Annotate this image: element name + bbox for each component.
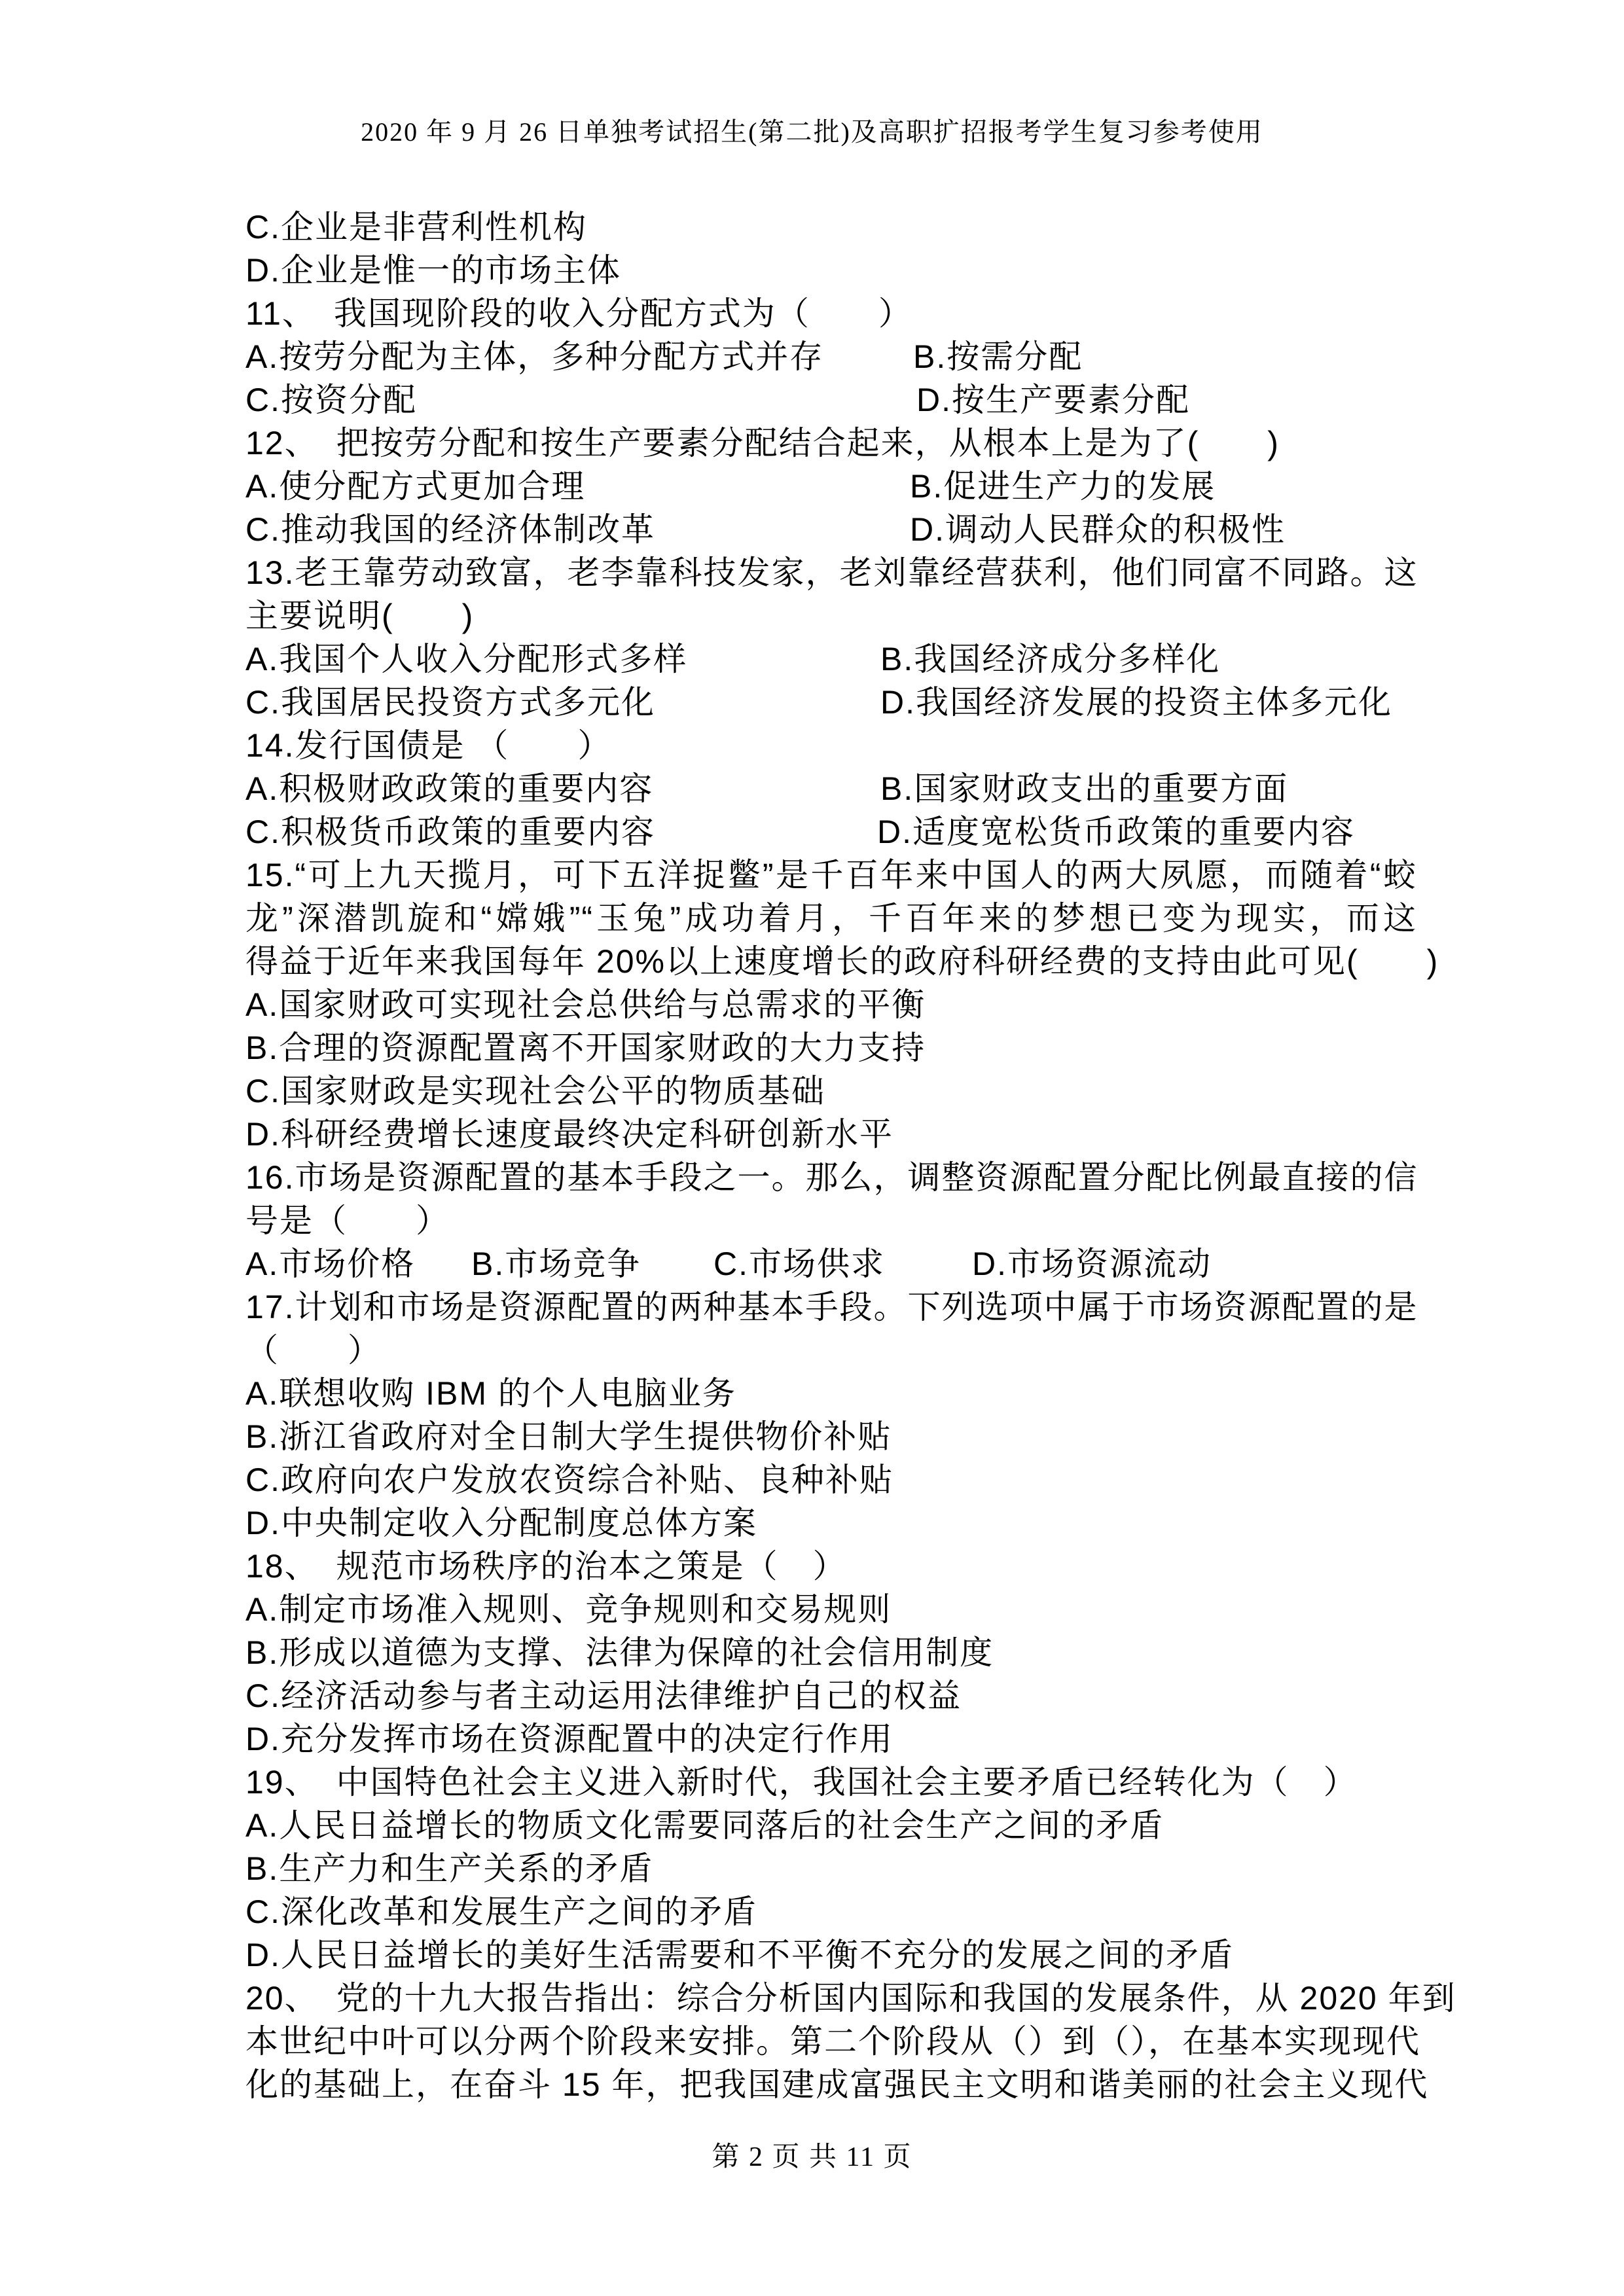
text-line — [245, 1329, 1417, 1372]
text-line — [245, 1588, 1417, 1631]
text-segment: B.国家财政支出的重要方面 — [880, 770, 1289, 807]
text-line — [245, 1890, 1417, 1933]
text-segment: C.政府向农户发放农资综合补贴、良种补贴 — [245, 1462, 893, 1498]
text-segment: B.市场竞争 — [471, 1246, 641, 1282]
text-line — [245, 1977, 1456, 2020]
text-line — [245, 206, 1417, 249]
text-segment: C.我国居民投资方式多元化 — [245, 684, 655, 721]
text-segment: D.市场资源流动 — [972, 1246, 1212, 1282]
text-line — [245, 1847, 1417, 1890]
text-line — [245, 508, 1417, 551]
text-segment: B.我国经济成分多样化 — [880, 641, 1221, 677]
text-line — [245, 853, 1417, 897]
text-segment: 13.老王靠劳动致富，老李靠科技发家，老刘靠经营获利，他们同富不同路。这 — [245, 554, 1418, 591]
text-segment: C.国家财政是实现社会公平的物质基础 — [245, 1073, 825, 1109]
text-line — [245, 1285, 1417, 1329]
text-segment: B.形成以道德为支撑、法律为保障的社会信用制度 — [245, 1634, 994, 1671]
text-line — [245, 681, 1417, 724]
text-segment: 15.“可上九天揽月，可下五洋捉鳖”是千百年来中国人的两大夙愿，而随着“蛟 — [245, 857, 1417, 893]
text-line — [245, 1933, 1417, 1977]
text-segment: A.联想收购 IBM 的个人电脑业务 — [245, 1375, 736, 1412]
text-segment: B.合理的资源配置离不开国家财政的大力支持 — [245, 1030, 926, 1066]
text-segment: A.按劳分配为主体，多种分配方式并存 — [245, 338, 824, 375]
text-line — [245, 983, 1417, 1026]
text-segment: C.市场供求 — [713, 1246, 885, 1282]
text-line — [245, 897, 1417, 940]
text-line — [245, 422, 1417, 465]
text-segment: B.促进生产力的发展 — [910, 468, 1216, 505]
text-line — [245, 1458, 1417, 1501]
text-line — [245, 465, 1417, 508]
text-segment: 化的基础上，在奋斗 15 年，把我国建成富强民主文明和谐美丽的社会主义现代 — [245, 2066, 1429, 2103]
text-segment: 号是（ ） — [245, 1202, 450, 1239]
text-segment: 11、 我国现阶段的收入分配方式为（ ） — [245, 295, 912, 332]
text-line — [245, 249, 1417, 292]
text-segment: 本世纪中叶可以分两个阶段来安排。第二个阶段从（）到（），在基本实现现代 — [245, 2023, 1420, 2060]
text-segment: A.制定市场准入规则、竞争规则和交易规则 — [245, 1591, 892, 1628]
text-segment: A.国家财政可实现社会总供给与总需求的平衡 — [245, 986, 926, 1023]
text-line — [245, 551, 1417, 594]
text-line — [245, 1113, 1417, 1156]
text-line — [245, 724, 1417, 767]
page-header-title: 2020 年 9 月 26 日单独考试招生(第二批)及高职扩招报考学生复习参考使用 — [361, 117, 1263, 147]
text-segment: 17.计划和市场是资源配置的两种基本手段。下列选项中属于市场资源配置的是 — [245, 1289, 1418, 1325]
text-segment: D.适度宽松货币政策的重要内容 — [877, 814, 1355, 850]
text-segment: A.我国个人收入分配形式多样 — [245, 641, 688, 677]
text-segment: A.使分配方式更加合理 — [245, 468, 586, 505]
text-segment: 12、 把按劳分配和按生产要素分配结合起来，从根本上是为了( ) — [245, 425, 1280, 461]
text-line — [245, 940, 1439, 983]
text-segment: A.积极财政政策的重要内容 — [245, 770, 654, 807]
text-segment: B.按需分配 — [913, 338, 1083, 375]
text-line — [245, 1242, 1417, 1285]
text-line — [245, 335, 1417, 378]
text-segment: B.生产力和生产关系的矛盾 — [245, 1850, 654, 1887]
text-segment: D.充分发挥市场在资源配置中的决定行作用 — [245, 1721, 893, 1757]
text-segment: C.深化改革和发展生产之间的矛盾 — [245, 1893, 757, 1930]
text-segment: B.浙江省政府对全日制大学生提供物价补贴 — [245, 1418, 892, 1455]
text-segment: 龙”深潜凯旋和“嫦娥”“玉兔”成功着月，千百年来的梦想已变为现实，而这 — [245, 900, 1417, 937]
text-line — [245, 378, 1417, 422]
text-segment: 19、 中国特色社会主义进入新时代，我国社会主要矛盾已经转化为（ ） — [245, 1764, 1358, 1801]
text-line — [245, 1545, 1417, 1588]
text-segment: D.中央制定收入分配制度总体方案 — [245, 1505, 757, 1541]
text-line — [245, 1674, 1417, 1717]
text-line — [245, 1631, 1417, 1674]
text-segment: D.按生产要素分配 — [916, 382, 1190, 418]
text-line — [245, 2063, 1429, 2106]
text-segment: D.科研经费增长速度最终决定科研创新水平 — [245, 1116, 893, 1153]
text-line — [245, 1026, 1417, 1069]
text-line — [245, 1804, 1417, 1847]
text-segment: D.人民日益增长的美好生活需要和不平衡不充分的发展之间的矛盾 — [245, 1937, 1234, 1973]
text-segment: 20、 党的十九大报告指出：综合分析国内国际和我国的发展条件，从 2020 年到 — [245, 1980, 1456, 2017]
text-line — [245, 292, 1417, 335]
text-segment: C.推动我国的经济体制改革 — [245, 511, 655, 548]
text-segment: 得益于近年来我国每年 20%以上速度增长的政府科研经费的支持由此可见( ) — [245, 943, 1439, 980]
text-line — [245, 1415, 1417, 1458]
text-segment: D.调动人民群众的积极性 — [910, 511, 1286, 548]
text-line — [245, 2020, 1420, 2063]
text-segment: D.我国经济发展的投资主体多元化 — [880, 684, 1392, 721]
text-segment: 14.发行国债是 （ ） — [245, 727, 612, 764]
text-segment: A.市场价格 — [245, 1246, 416, 1282]
text-segment: C.企业是非营利性机构 — [245, 209, 587, 245]
text-segment: 主要说明( ) — [245, 598, 475, 634]
document-body — [245, 206, 1456, 2106]
text-line — [245, 1501, 1417, 1545]
text-segment: C.经济活动参与者主动运用法律维护自己的权益 — [245, 1677, 962, 1714]
text-line — [245, 594, 1417, 637]
text-line — [245, 767, 1417, 810]
text-line — [245, 637, 1417, 681]
text-line — [245, 810, 1417, 853]
text-segment: C.积极货币政策的重要内容 — [245, 814, 655, 850]
text-line — [245, 1069, 1417, 1113]
text-line — [245, 1199, 1417, 1242]
text-line — [245, 1156, 1417, 1199]
text-segment: 18、 规范市场秩序的治本之策是（ ） — [245, 1548, 847, 1585]
text-segment: 16.市场是资源配置的基本手段之一。那么，调整资源配置分配比例最直接的信 — [245, 1159, 1418, 1196]
text-segment: D.企业是惟一的市场主体 — [245, 252, 621, 289]
text-line — [245, 1717, 1417, 1761]
text-segment: A.人民日益增长的物质文化需要同落后的社会生产之间的矛盾 — [245, 1807, 1164, 1844]
text-line — [245, 1372, 1417, 1415]
page-number: 第 2 页 共 11 页 — [712, 2142, 912, 2172]
text-segment: （ ） — [245, 1332, 382, 1369]
text-line — [245, 1761, 1417, 1804]
text-segment: C.按资分配 — [245, 382, 417, 418]
